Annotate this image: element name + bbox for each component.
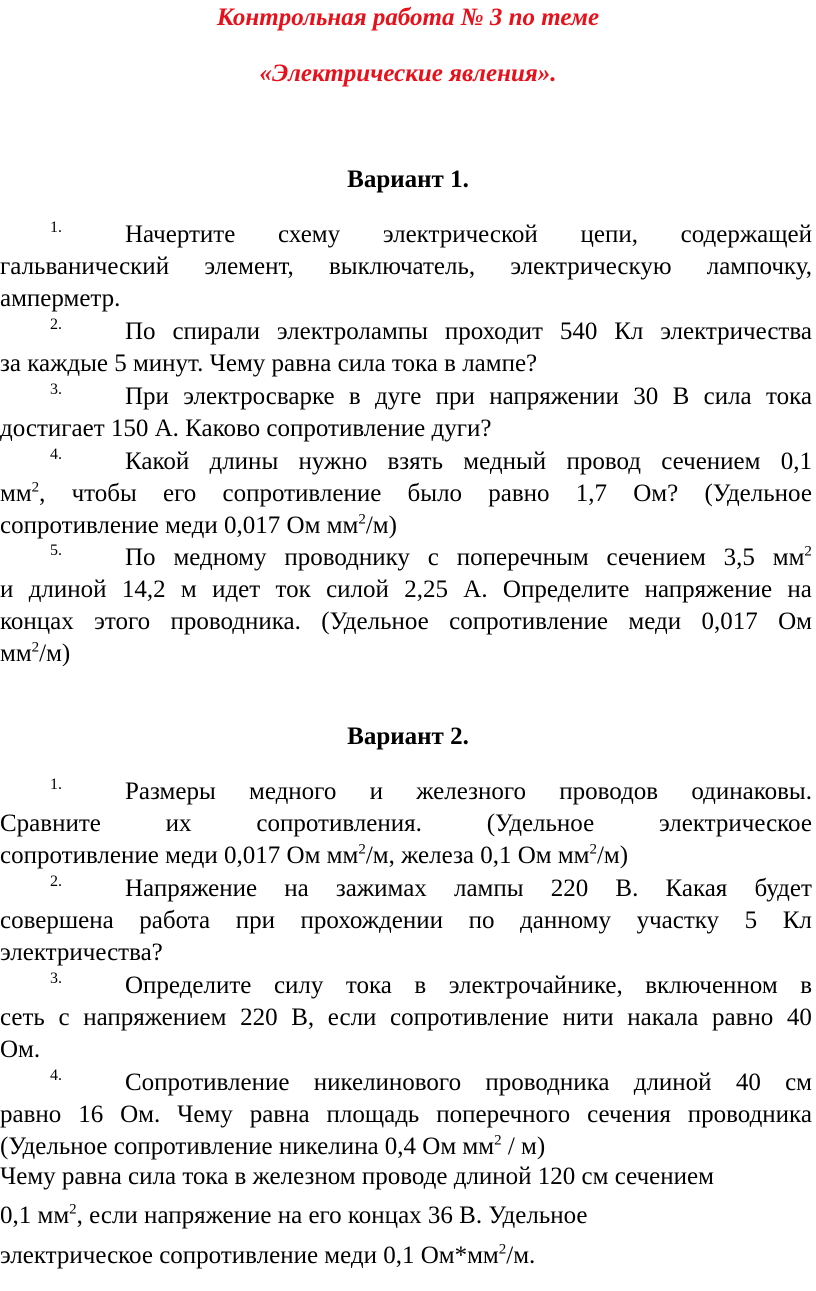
task-text-line: электричества? xyxy=(0,939,163,966)
extra-task-line: Чему равна сила тока в железном проводе длиной 120 см сечением xyxy=(0,1163,714,1190)
task-number: 3. xyxy=(50,970,62,987)
task-text-line: амперметр. xyxy=(0,285,121,312)
task-text-line: сопротивление меди 0,017 Ом $мм^2/м$) xyxy=(0,511,397,539)
variant-1-heading: Вариант 1. xyxy=(347,166,469,193)
extra-task-line: 0,1 $мм^2$, если напряжение на его концах 36 В. Удельное xyxy=(0,1201,588,1229)
task-text-line: достигает 150 А. Каково сопротивление дуги? xyxy=(0,415,492,442)
task-text-line: Размеры медного и железного проводов одинаковы. xyxy=(125,778,812,805)
task-text-line: По спирали электролампы проходит 540 Кл электричества xyxy=(125,318,812,345)
task-text-line: равно 16 Ом. Чему равна площадь поперечного сечения проводника xyxy=(0,1101,812,1128)
task-text-line: сеть с напряжением 220 В, если сопротивление нити накала равно 40 xyxy=(0,1004,812,1031)
page-title-line-2: «Электрические явления». xyxy=(259,60,557,87)
task-text-line: и длиной 14,2 м идет ток силой 2,25 А. Определите напряжение на xyxy=(0,576,812,603)
task-text-line: По медному проводнику с поперечным сечением 3,5 $мм^2$ xyxy=(125,543,812,571)
task-text-line: Начертите схему электрической цепи, содержащей xyxy=(125,221,812,248)
task-number: 1. xyxy=(50,219,62,236)
page-title-line-1: Контрольная работа № 3 по теме xyxy=(216,4,600,31)
variant-2-heading: Вариант 2. xyxy=(347,723,469,750)
task-number: 3. xyxy=(50,381,62,398)
task-text-line: Определите силу тока в электрочайнике, включенном в xyxy=(125,972,812,999)
task-text-line: Какой длины нужно взять медный провод сечением 0,1 xyxy=(125,448,812,475)
task-text-line: концах этого проводника. (Удельное сопротивление меди 0,017 Ом xyxy=(0,608,812,635)
task-number: 1. xyxy=(50,776,62,793)
extra-task-line: электрическое сопротивление меди 0,1 $Ом*мм^2/м$. xyxy=(0,1241,536,1269)
task-text-line: Сопротивление никелинового проводника длиной 40 см xyxy=(125,1069,812,1096)
task-text-line: гальванический элемент, выключатель, электрическую лампочку, xyxy=(0,253,812,280)
task-text-line: совершена работа при прохождении по данному участку 5 Кл xyxy=(0,907,812,934)
task-text-line: Напряжение на зажимах лампы 220 В. Какая будет xyxy=(125,875,812,902)
task-number: 2. xyxy=(50,316,62,333)
task-text-line: сопротивление меди 0,017 Ом $мм^2/м$, железа 0,1 Ом $мм^2/м$) xyxy=(0,841,629,869)
task-number: 4. xyxy=(50,1067,62,1084)
task-text-line: $мм^2/м$) xyxy=(0,639,71,667)
task-text-line: При электросварке в дуге при напряжении 30 В сила тока xyxy=(125,383,812,410)
task-number: 5. xyxy=(50,542,62,559)
task-text-line: за каждые 5 минут. Чему равна сила тока в лампе? xyxy=(0,350,538,377)
task-text-line: (Удельное сопротивление никелина 0,4 Ом $мм^2 / м$) xyxy=(0,1132,546,1160)
task-number: 2. xyxy=(50,873,62,890)
task-number: 4. xyxy=(50,446,62,463)
task-text-line: $мм^2$, чтобы его сопротивление было равно 1,7 Ом? (Удельное xyxy=(0,479,812,507)
task-text-line: Ом. xyxy=(0,1036,41,1063)
task-text-line: Сравните их сопротивления. (Удельное электрическое xyxy=(0,810,812,837)
